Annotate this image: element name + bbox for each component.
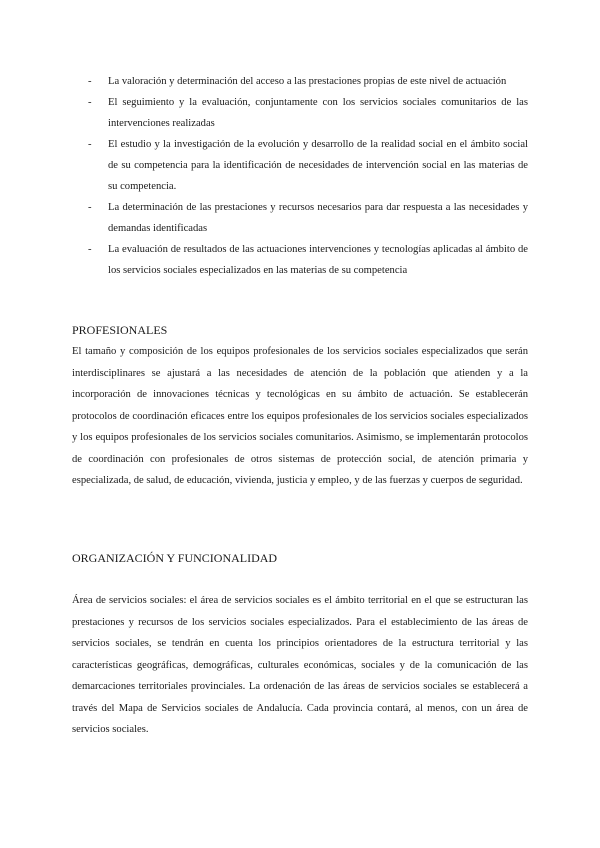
list-item-text: La evaluación de resultados de las actuaciones intervenciones y tecnologías aplicadas al ámbito de los servicios sociales especializados en las materias de su competencia bbox=[108, 244, 528, 276]
list-item bbox=[88, 239, 528, 281]
profesionales-paragraph: El tamaño y composición de los equipos profesionales de los servicios sociales especializados que serán interdisciplinares se ajustará a las necesidades de atención de la población que atienden y a la incorporación de innovaciones técnicas y tecnológicas en su ámbito de actuación. Se establecerán protocolos de coordinación eficaces entre los equipos profesionales de los servicios sociales especializados y los equipos profesionales de los servicios sociales comunitarios. Asimismo, se implementarán protocolos de coordinación con profesionales de otros sistemas de protección social, de atención primaria y especializada, de salud, de educación, vivienda, justicia y empleo, y de las fuerzas y cuerpos de seguridad. bbox=[72, 346, 528, 486]
competencies-list bbox=[88, 71, 528, 281]
bullet-dash: - bbox=[88, 97, 92, 108]
bullet-dash: - bbox=[88, 139, 92, 150]
organizacion-heading: ORGANIZACIÓN Y FUNCIONALIDAD bbox=[72, 551, 278, 565]
list-item-text: El seguimiento y la evaluación, conjuntamente con los servicios sociales comunitarios de las intervenciones realizadas bbox=[108, 97, 528, 129]
list-item-text: La determinación de las prestaciones y recursos necesarios para dar respuesta a las necesidades y demandas identificadas bbox=[108, 202, 528, 234]
bullet-dash: - bbox=[88, 76, 92, 87]
list-item bbox=[88, 134, 528, 197]
list-item-text: El estudio y la investigación de la evolución y desarrollo de la realidad social en el ámbito social de su competencia para la identificación de necesidades de intervención social en las materias de su competencia. bbox=[108, 139, 528, 192]
bullet-dash: - bbox=[88, 202, 92, 213]
list-item bbox=[88, 71, 528, 92]
bullet-dash: - bbox=[88, 244, 92, 255]
organizacion-paragraph: Área de servicios sociales: el área de servicios sociales es el ámbito territorial en el que se estructuran las prestaciones y recursos de los servicios sociales especializados. Para el establecimiento de las áreas de servicios sociales, se tendrán en cuenta los principios orientadores de la estructura territorial y las características geográficas, demográficas, culturales económicas, sociales y de la comunicación de las demarcaciones territoriales provinciales. La ordenación de las áreas de servicios sociales se establecerá a través del Mapa de Servicios sociales de Andalucía. Cada provincia contará, al menos, con un área de servicios sociales. bbox=[72, 595, 528, 735]
list-item-text: La valoración y determinación del acceso a las prestaciones propias de este nivel de actuación bbox=[108, 76, 507, 87]
profesionales-heading: PROFESIONALES bbox=[72, 323, 168, 337]
list-item bbox=[88, 92, 528, 134]
list-item bbox=[88, 197, 528, 239]
